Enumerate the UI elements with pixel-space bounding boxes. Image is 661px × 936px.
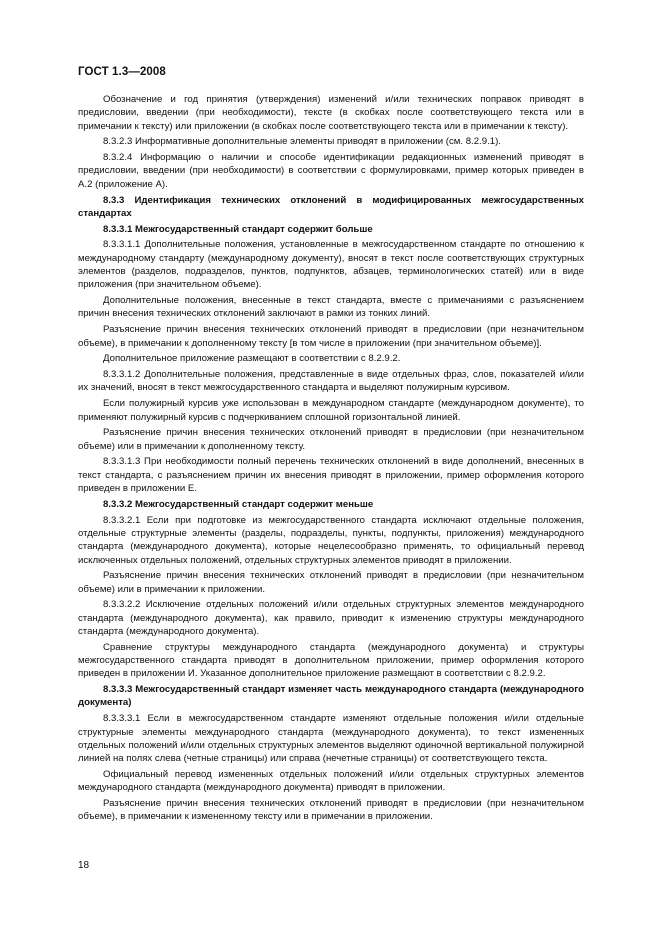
document-header: ГОСТ 1.3—2008 bbox=[78, 66, 166, 78]
body-paragraph: 8.3.3.1.2 Дополнительные положения, представленные в виде отдельных фраз, слов, показателей и/или их значений, вносят в текст межгосударственного стандарта и выделяют полужирным курсивом. bbox=[78, 369, 584, 394]
section-heading: 8.3.3 Идентификация технических отклонений в модифицированных межгосударственных стандартах bbox=[78, 194, 584, 219]
section-heading: 8.3.3.1 Межгосударственный стандарт содержит больше bbox=[103, 223, 373, 235]
page-number: 18 bbox=[78, 860, 90, 871]
body-paragraph: Разъяснение причин внесения технических отклонений приводят в предисловии (при незначительном объеме) или в примечании к приложении. bbox=[78, 570, 584, 595]
body-paragraph: Сравнение структуры международного стандарта (международного документа) и структуры межгосударственного стандарта приводят в дополнительном приложении, пример оформления которого приведен в приложении И. Указанное дополнительное приложение размещают в соответствии с 8.2.9.2. bbox=[78, 641, 584, 680]
body-paragraph: Официальный перевод измененных отдельных положений и/или отдельных структурных элементов международного стандарта (международного документа) приводят в приложении. bbox=[78, 768, 584, 794]
body-paragraph: Дополнительные положения, внесенные в текст стандарта, вместе с примечаниями с разъяснением причин внесения технических отклонений заключают в рамки из тонких линий. bbox=[78, 295, 584, 320]
body-paragraph: Дополнительное приложение размещают в соответствии с 8.2.9.2. bbox=[103, 353, 401, 365]
section-heading: 8.3.3.3 Межгосударственный стандарт изменяет часть международного стандарта (международного документа) bbox=[78, 684, 584, 709]
body-paragraph: 8.3.2.3 Информативные дополнительные элементы приводят в приложении (см. 8.2.9.1). bbox=[103, 136, 501, 148]
body-paragraph: 8.3.2.4 Информацию о наличии и способе идентификации редакционных изменений приводят в предисловии, введении (при необходимости) в соответствии с формулировками, пример которых приведен в А.2 (приложение А). bbox=[78, 152, 584, 190]
body-paragraph: Разъяснение причин внесения технических отклонений приводят в предисловии (при незначительном объеме), в примечании к измененному тексту или в примечании в приложении. bbox=[78, 798, 584, 823]
body-paragraph: 8.3.3.2.1 Если при подготовке из межгосударственного стандарта исключают отдельные положения, отдельные структурные элементы (разделы, подразделы, пункты, подпункты, приложения) международного стандарта (международного документа), которые нецелесообразно применять, то официальный перевод исключенных отдельных положений, отдельных структурных элементов приводят в приложении. bbox=[78, 514, 584, 566]
body-paragraph: Обозначение и год принятия (утверждения) изменений и/или технических поправок приводят в предисловии, введении (при необходимости), тексте (в скобках после соответствующего текста или в примечании к тексту) или приложении (в скобках после соответствующего текста или в примечании к тексту). bbox=[78, 94, 584, 132]
body-paragraph: 8.3.3.1.1 Дополнительные положения, установленные в межгосударственном стандарте по отношению к международному стандарту (международному документу), вносят в текст после соответствующих структурных элементов (разделов, подразделов, пунктов, подпунктов, абзацев, терминологических статей) или в виде приложения (при значительном объеме). bbox=[78, 239, 584, 291]
body-paragraph: Если полужирный курсив уже использован в международном стандарте (международном документе), то применяют полужирный курсив с подчеркиванием сплошной горизонтальной линией. bbox=[78, 398, 584, 423]
body-paragraph: Разъяснение причин внесения технических отклонений приводят в предисловии (при незначительном объеме), в примечании к дополненному тексту [в том числе в приложении (при значительном объеме)]. bbox=[78, 324, 584, 349]
section-heading: 8.3.3.2 Межгосударственный стандарт содержит меньше bbox=[103, 498, 374, 510]
document-body bbox=[78, 93, 584, 826]
body-paragraph: 8.3.3.2.2 Исключение отдельных положений и/или отдельных структурных элементов международного стандарта (международного документа), как правило, приводит к изменению структуры международного стандарта (международного документа). bbox=[78, 599, 584, 637]
body-paragraph: Разъяснение причин внесения технических отклонений приводят в предисловии (при незначительном объеме) или в примечании к дополненному тексту. bbox=[78, 427, 584, 452]
body-paragraph: 8.3.3.3.1 Если в межгосударственном стандарте изменяют отдельные положения и/или отдельные структурные элементы международного стандарта (международного документа), то текст измененных отдельных положений и/или отдельных структурных элементов выделяют одиночной вертикальной полужирной линией на полях слева (четные страницы) или справа (нечетные страницы) от соответствующего текста. bbox=[78, 713, 584, 765]
body-paragraph: 8.3.3.1.3 При необходимости полный перечень технических отклонений в виде дополнений, внесенных в текст стандарта, с разъяснением причин их внесения приводят в приложении, пример оформления которого приведен в приложении Е. bbox=[78, 456, 584, 495]
